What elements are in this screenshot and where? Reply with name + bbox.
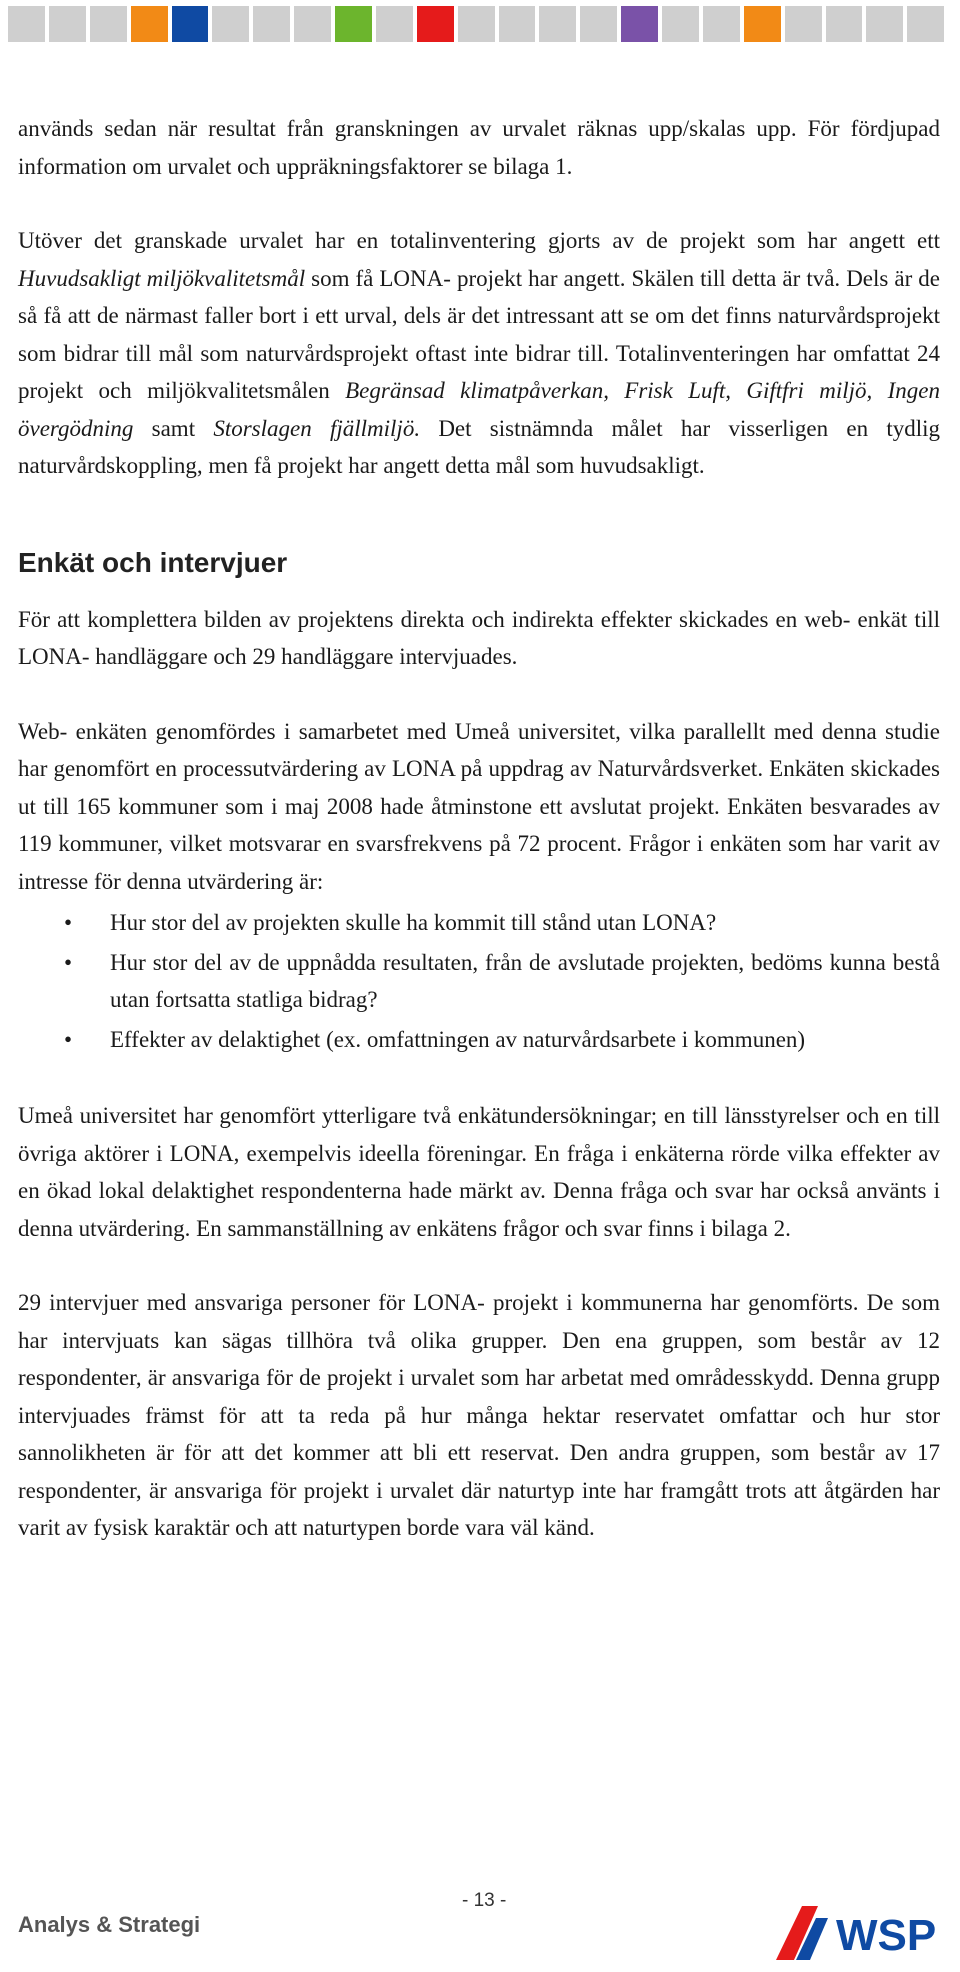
header-color-block [866,6,903,42]
header-color-block [458,6,495,42]
paragraph-6: 29 intervjuer med ansvariga personer för LONA- projekt i kommunerna har genomförts. De som har intervjuats kan sägas tillhöra två olika grupper. Den ena gruppen, som består av 12 respondenter, är ansvariga för de projekt i urvalet som har arbetat med områdesskydd. Denna grupp intervjuades främst för att ta reda på hur många hektar reservatet omfattar och hur stor sannolikheten är för att det kommer att bli ett reservat. Den andra gruppen, som består av 17 respondenter, är ansvariga för projekt i urvalet där naturtyp inte har framgått trots att åtgärden har varit av fysisk karaktär och att naturtypen borde vara väl känd. [18,1290,940,1540]
bullet-icon: • [64,949,73,975]
header-color-block [539,6,576,42]
header-color-block [131,6,168,42]
header-color-block [621,6,658,42]
bullet-icon: • [64,1026,73,1052]
wsp-logo-icon [776,1902,954,1962]
bullet-list [18,904,940,1058]
paragraph-3: För att komplettera bilden av projektens direkta och indirekta effekter skickades en web- enkät till LONA- handläggare och 29 handläggare intervjuades. [18,606,940,669]
list-item: • Effekter av delaktighet (ex. omfattningen av naturvårdsarbete i kommunen) [18,1021,940,1059]
header-color-block [294,6,331,42]
header-color-block [785,6,822,42]
header-color-bar [8,6,944,42]
header-color-block [703,6,740,42]
header-color-block [826,6,863,42]
paragraph-1: används sedan när resultat från granskningen av urvalet räknas upp/skalas upp. För fördjupad information om urvalet och uppräkningsfaktorer se bilaga 1. [18,116,940,179]
paragraph-4: Web- enkäten genomfördes i samarbetet med Umeå universitet, vilka parallellt med denna studie har genomfört en processutvärdering av LONA på uppdrag av Naturvårdsverket. Enkäten skickades ut till 165 kommuner som i maj 2008 hade åtminstone ett avslutat projekt. Enkäten besvarades av 119 kommuner, vilket motsvarar en svarsfrekvens på 72 procent. Frågor i enkäten som har varit av intresse för denna utvärdering är: [18,718,940,894]
header-color-block [662,6,699,42]
paragraph-2: Utöver det granskade urvalet har en totalinventering gjorts av de projekt som har angett ett Huvudsakligt miljökvalitetsmål som få LONA- projekt har angett. Skälen till detta är två. Dels är de så få att de närmast faller bort i ett urval, dels är det intressant att se om det finns naturvårdsprojekt som bidrar till mål som naturvårdsprojekt oftast inte bidrar till. Totalinventeringen har omfattat 24 projekt och miljökvalitetsmålen Begränsad klimatpåverkan, Frisk Luft, Giftfri miljö, Ingen övergödning samt Storslagen fjällmiljö. Det sistnämnda målet har visserligen en tydlig naturvårdskoppling, men få projekt har angett detta mål som huvudsakligt. [18,228,940,478]
list-item: • Hur stor del av de uppnådda resultaten, från de avslutade projekten, bedöms kunna bestå utan fortsatta statliga bidrag? [18,944,940,1019]
document-body [18,110,940,1547]
header-color-block [335,6,372,42]
header-color-block [744,6,781,42]
list-item: • Hur stor del av projekten skulle ha kommit till stånd utan LONA? [18,904,940,942]
header-color-block [907,6,944,42]
header-color-block [172,6,209,42]
header-color-block [212,6,249,42]
header-color-block [499,6,536,42]
header-color-block [580,6,617,42]
header-color-block [376,6,413,42]
header-color-block [253,6,290,42]
paragraph-5: Umeå universitet har genomfört ytterligare två enkätundersökningar; en till länsstyrelser och en till övriga aktörer i LONA, exempelvis ideella föreningar. En fråga i enkäterna rörde vilka effekter av en ökad lokal delaktighet respondenterna hade märkt av. Denna fråga och svar har också använts i denna utvärdering. En sammanställning av enkätens frågor och svar finns i bilaga 2. [18,1103,940,1241]
header-color-block [90,6,127,42]
header-color-block [49,6,86,42]
footer-company-division: Analys & Strategi [18,1912,201,1937]
header-color-block [8,6,45,42]
page-number: - 13 - [462,1890,507,1911]
bullet-icon: • [64,910,73,935]
header-color-block [417,6,454,42]
logo-text: WSP [836,1911,937,1960]
section-heading: Enkät och intervjuer [18,546,288,578]
